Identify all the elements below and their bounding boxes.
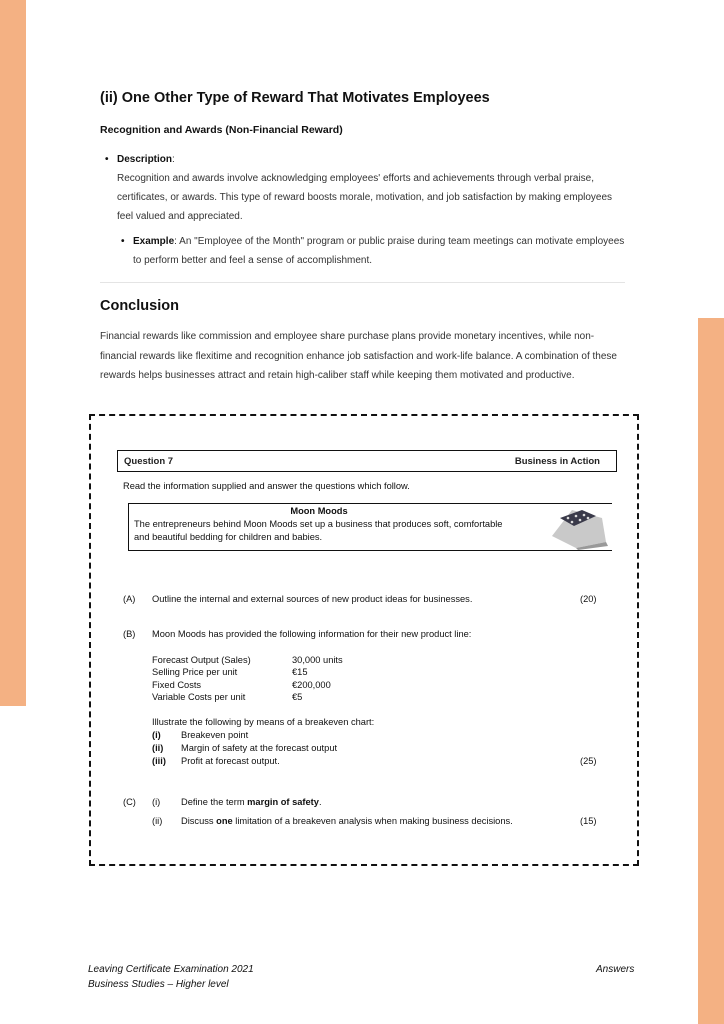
example-text: An "Employee of the Month" program or public praise during team meetings can motivate employees to perform better and feel a sense of accomplishment. <box>133 236 625 266</box>
part-b-intro: Moon Moods has provided the following information for their new product line: <box>152 629 472 639</box>
data-value: €15 <box>292 667 308 677</box>
item-text: Profit at forecast output. <box>181 756 280 766</box>
data-label: Fixed Costs <box>152 680 202 690</box>
item-text: Margin of safety at the forecast output <box>181 743 338 753</box>
part-c-i-text: Define the term margin of safety. <box>181 797 322 807</box>
part-c-label: (C) <box>123 797 136 807</box>
data-value: €200,000 <box>292 680 331 690</box>
bedding-image <box>546 506 610 550</box>
right-accent-stripe <box>698 318 724 1024</box>
footer-answers: Answers <box>596 964 635 975</box>
left-accent-stripe <box>0 0 26 706</box>
data-label: Forecast Output (Sales) <box>152 655 251 665</box>
question-category: Business in Action <box>514 456 600 467</box>
section-divider <box>100 282 625 283</box>
description-label: Description <box>117 154 173 165</box>
footer-exam-name: Leaving Certificate Examination 2021 <box>88 964 254 975</box>
data-label: Selling Price per unit <box>152 667 238 677</box>
part-a-marks: (20) <box>580 594 597 604</box>
section-heading: (ii) One Other Type of Reward That Motivates Employees <box>100 90 490 106</box>
part-b-marks: (25) <box>580 756 597 766</box>
data-label: Variable Costs per unit <box>152 692 246 702</box>
description-text: Recognition and awards involve acknowledging employees' efforts and achievements through verbal praise, certificates, or awards. This type of reward boosts morale, motivation, and job satisfaction by making employees feel valued and appreciated. <box>117 173 613 222</box>
part-a-text: Outline the internal and external sources of new product ideas for businesses. <box>152 594 473 604</box>
illustrate-instruction: Illustrate the following by means of a breakeven chart: <box>152 717 375 727</box>
item-number: (ii) <box>152 743 164 753</box>
sub-heading: Recognition and Awards (Non-Financial Reward) <box>100 124 343 136</box>
footer-subject: Business Studies – Higher level <box>88 979 229 990</box>
part-c-ii-text: Discuss one limitation of a breakeven analysis when making business decisions. <box>181 816 513 826</box>
item-number: (iii) <box>152 756 166 766</box>
data-value: 30,000 units <box>292 655 343 665</box>
part-b-label: (B) <box>123 629 136 639</box>
question-header <box>117 450 617 472</box>
conclusion-text: Financial rewards like commission and employee share purchase plans provide monetary incentives, while non-financial rewards like flexitime and recognition enhance job satisfaction and work-life balance. A combination of these rewards helps businesses attract and retain high-caliber staff while keeping them motivated and productive. <box>100 331 617 381</box>
data-value: €5 <box>292 692 303 702</box>
description-bullet: • Description: Recognition and awards involve acknowledging employees' efforts and achievements through verbal praise, certificates, or awards. This type of reward boosts morale, motivation, and job satisfaction by making employees feel valued and appreciated. • Example: An "Employee of the Month" program or public praise during team meetings can motivate employees to perform better and feel a sense of accomplishment. <box>100 150 625 270</box>
part-c-marks: (15) <box>580 816 597 826</box>
conclusion-heading: Conclusion <box>100 298 179 314</box>
case-title: Moon Moods <box>290 506 348 516</box>
case-text: The entrepreneurs behind Moon Moods set up a business that produces soft, comfortable and beautiful bedding for children and babies. <box>134 519 503 542</box>
example-bullet: • Example: An "Employee of the Month" program or public praise during team meetings can motivate employees to perform better and feel a sense of accomplishment. <box>100 232 625 270</box>
exam-instructions: Read the information supplied and answer the questions which follow. <box>123 481 410 491</box>
item-text: Breakeven point <box>181 730 249 740</box>
example-label: Example <box>133 236 175 247</box>
case-study-box <box>128 503 612 551</box>
item-number: (i) <box>152 730 161 740</box>
question-label: Question 7 <box>124 456 174 467</box>
part-c-i-number: (i) <box>152 797 161 807</box>
part-a-label: (A) <box>123 594 136 604</box>
part-c-ii-number: (ii) <box>152 816 163 826</box>
